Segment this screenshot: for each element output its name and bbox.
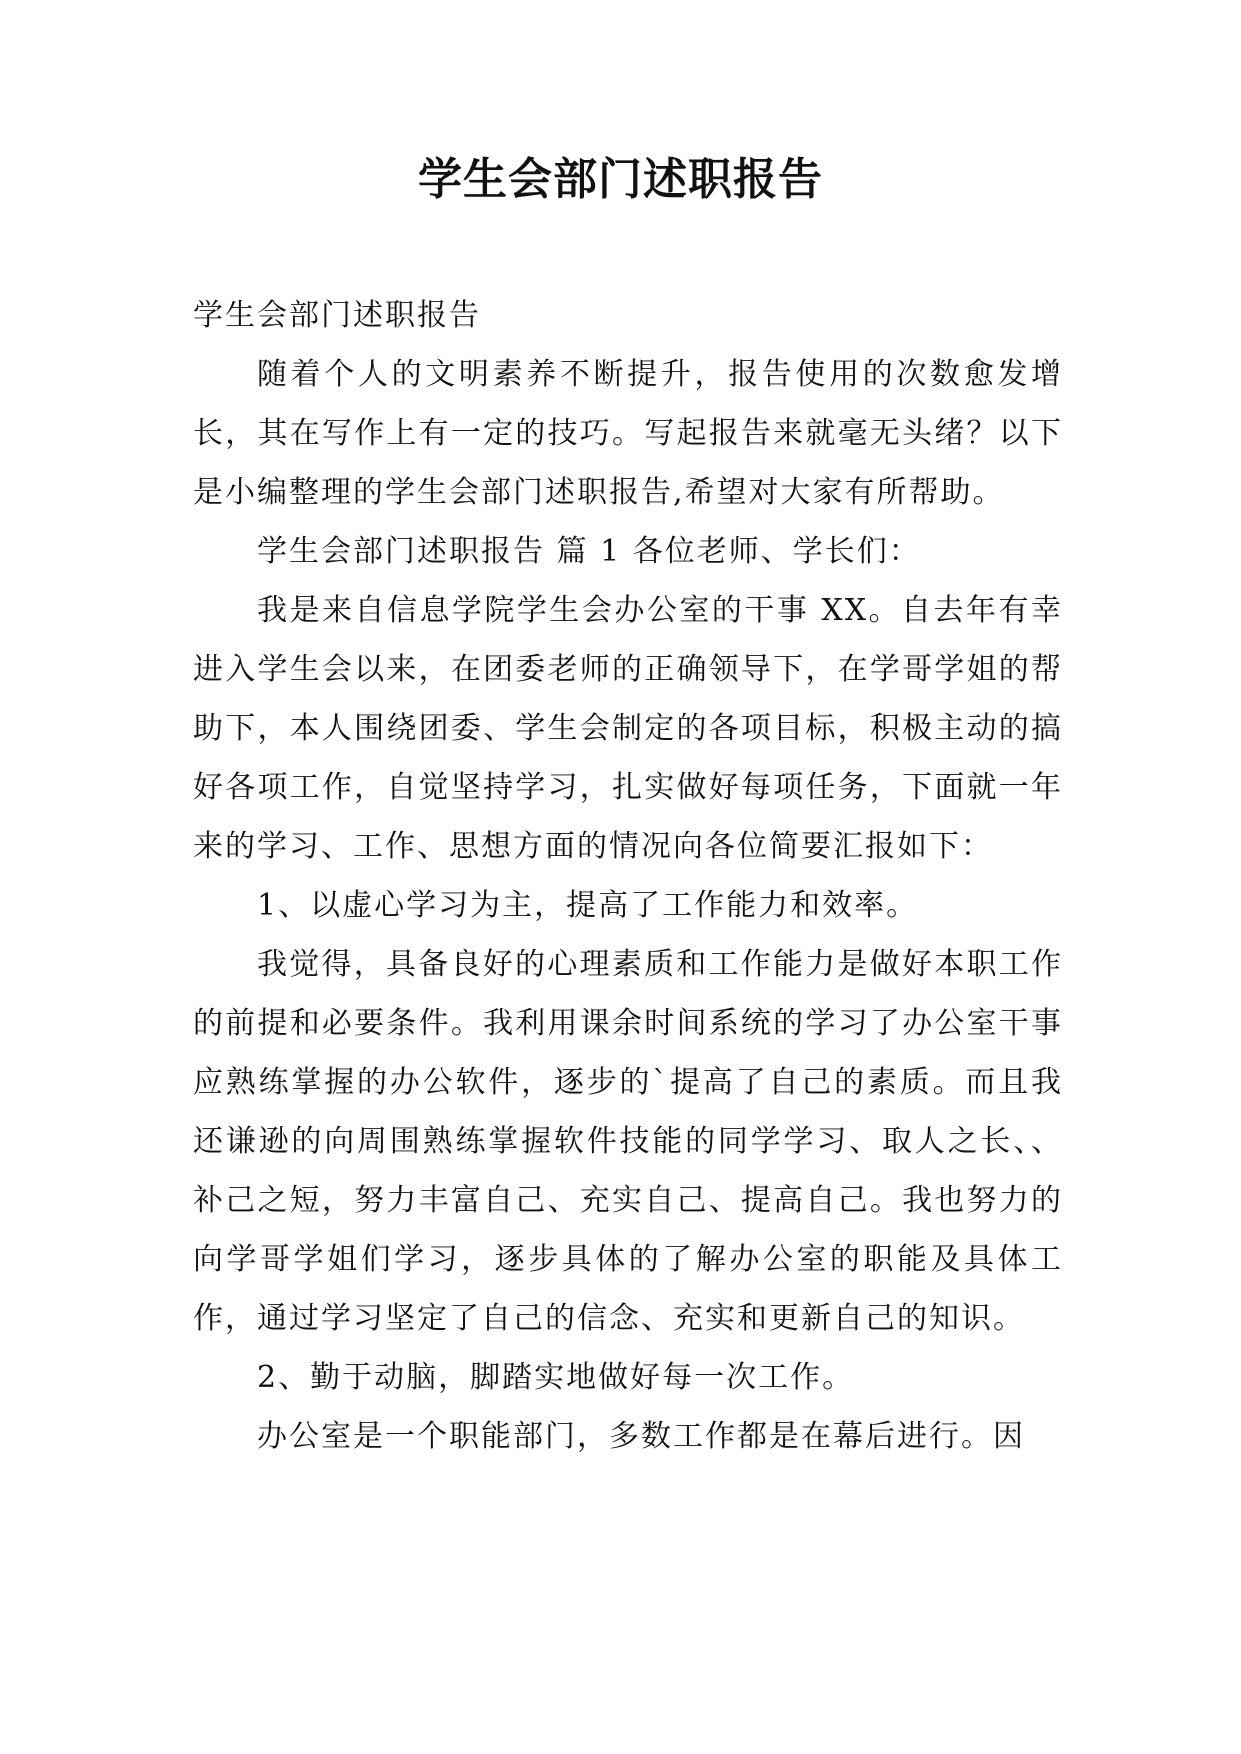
paragraph-heading: 学生会部门述职报告: [193, 298, 481, 333]
document-title: 学生会部门述职报告: [418, 154, 823, 205]
paragraph: 1、以虚心学习为主，提高了工作能力和效率。: [257, 888, 919, 923]
paragraph: 2、勤于动脑，脚踏实地做好每一次工作。: [257, 1360, 855, 1395]
paragraph: 办公室是一个职能部门，多数工作都是在幕后进行。因: [257, 1419, 1025, 1454]
paragraph: 我是来自信息学院学生会办公室的干事 XX。自去年有幸进入学生会以来，在团委老师的正确领导下，在学哥学姐的帮助下，本人围绕团委、学生会制定的各项目标，积极主动的搞好各项工作，自觉坚持学习，扎实做好每项任务，下面就一年来的学习、工作、思想方面的情况向各位简要汇报如下：: [193, 593, 1063, 864]
paragraph: 学生会部门述职报告 篇 1 各位老师、学长们：: [257, 534, 921, 569]
document-body: [193, 286, 1063, 1466]
paragraph: 我觉得，具备良好的心理素质和工作能力是做好本职工作的前提和必要条件。我利用课余时间系统的学习了办公室干事应熟练掌握的办公软件，逐步的`提高了自己的素质。而且我还谦逊的向周围熟练掌握软件技能的同学学习、取人之长、、补己之短，努力丰富自己、充实自己、提高自己。我也努力的向学哥学姐们学习，逐步具体的了解办公室的职能及具体工作，通过学习坚定了自己的信念、充实和更新自己的知识。: [193, 947, 1063, 1336]
paragraph: 随着个人的文明素养不断提升，报告使用的次数愈发增长，其在写作上有一定的技巧。写起报告来就毫无头绪？以下是小编整理的学生会部门述职报告,希望对大家有所帮助。: [193, 357, 1063, 510]
